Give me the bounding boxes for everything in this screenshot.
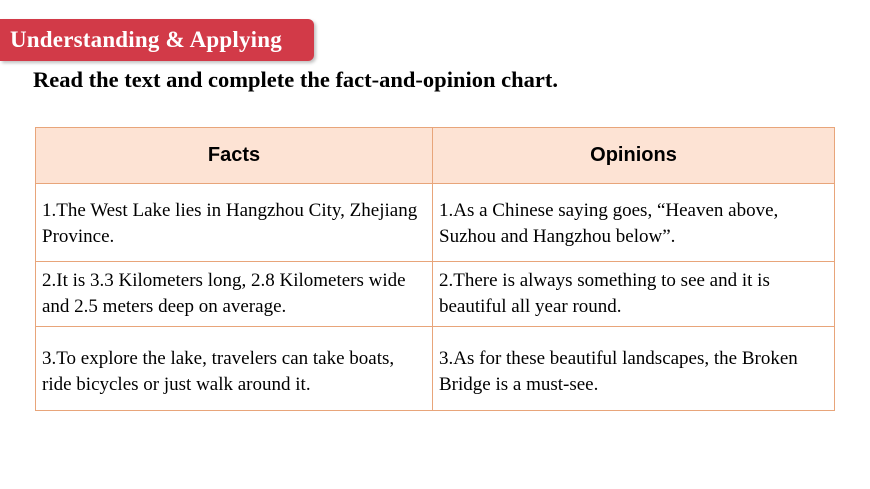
fact-text: 3.To explore the lake, travelers can take boats, ride bicycles or just walk around it. — [42, 347, 395, 395]
opinion-text: 2.There is always something to see and it is beautiful all year round. — [439, 270, 770, 317]
fact-cell — [36, 184, 433, 262]
opinion-cell — [433, 327, 835, 411]
chart-header-row — [36, 128, 835, 184]
table-row — [36, 262, 835, 327]
facts-header: Facts — [36, 128, 433, 184]
fact-opinion-chart — [35, 127, 835, 411]
opinion-text: 3.As for these beautiful landscapes, the Broken Bridge is a must-see. — [439, 347, 798, 395]
opinions-header: Opinions — [433, 128, 835, 184]
fact-text: 1.The West Lake lies in Hangzhou City, Zhejiang Province. — [42, 200, 418, 247]
fact-cell — [36, 262, 433, 327]
opinion-cell — [433, 262, 835, 327]
section-badge: Understanding & Applying — [0, 19, 314, 61]
opinion-text: 1.As a Chinese saying goes, “Heaven above, Suzhou and Hangzhou below”. — [439, 200, 779, 247]
table-row — [36, 327, 835, 411]
table-row — [36, 184, 835, 262]
instruction-text: Read the text and complete the fact-and-opinion chart. — [33, 67, 558, 92]
fact-cell — [36, 327, 433, 411]
opinion-cell — [433, 184, 835, 262]
fact-text: 2.It is 3.3 Kilometers long, 2.8 Kilometers wide and 2.5 meters deep on average. — [42, 270, 406, 317]
